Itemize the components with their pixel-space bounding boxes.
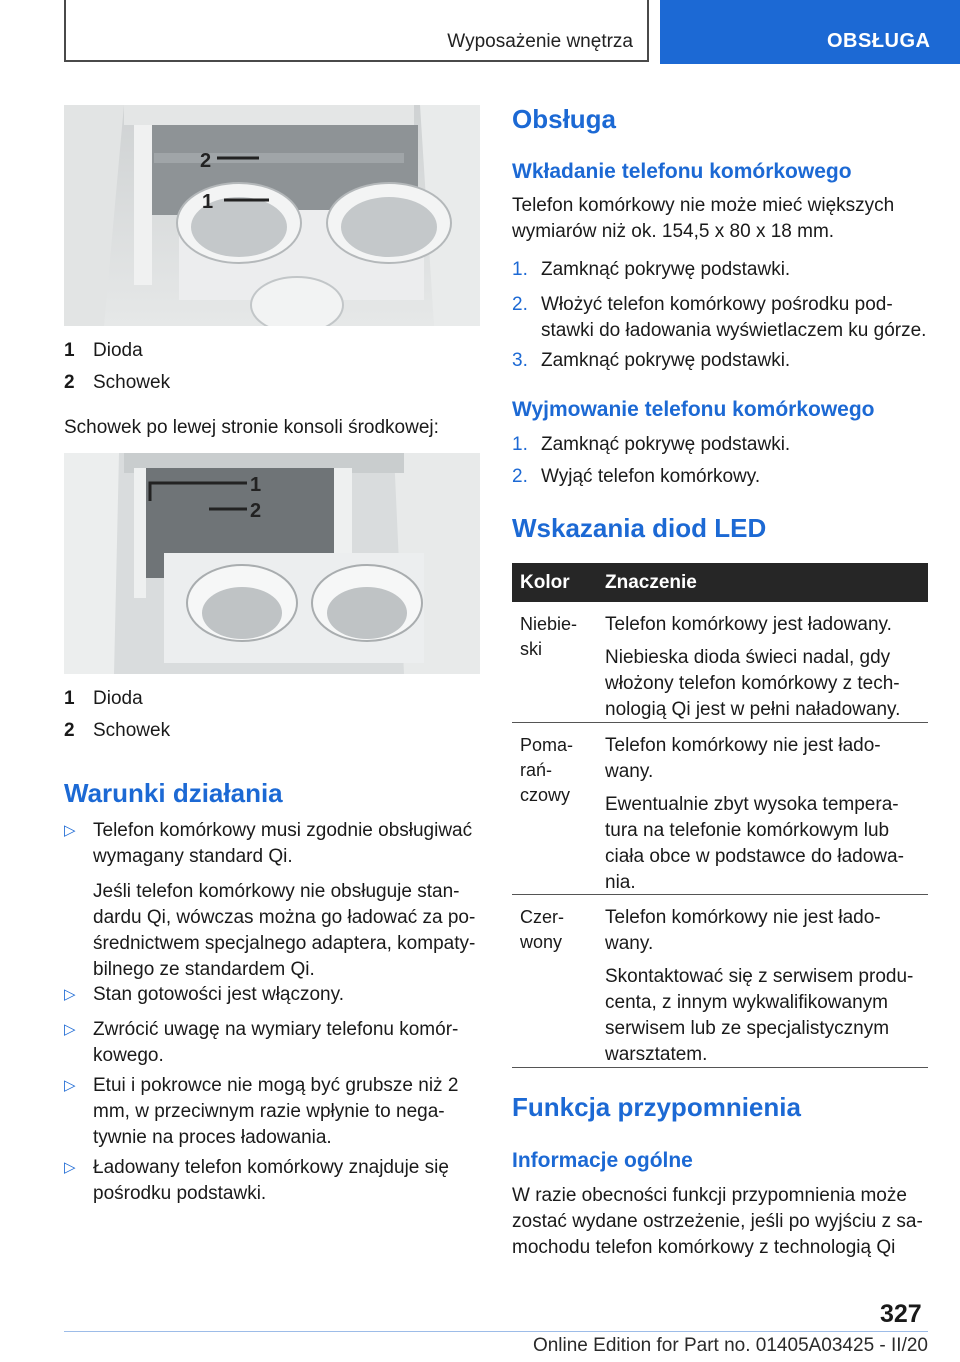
section-title: OBSŁUGA bbox=[827, 30, 931, 52]
heading-funkcja: Funkcja przypomnienia bbox=[512, 1092, 801, 1122]
heading-warunki: Warunki działania bbox=[64, 778, 283, 808]
triangle-icon: ▷ bbox=[64, 1159, 76, 1176]
edition-text: Online Edition for Part no. 01405A03425 - II/20 bbox=[532, 1335, 928, 1356]
callout-1: 1 bbox=[250, 474, 262, 496]
callout-1: 1 bbox=[202, 191, 214, 213]
triangle-icon: ▷ bbox=[64, 1021, 76, 1038]
paragraph: Schowek po lewej stronie konsoli środkowej: bbox=[64, 417, 439, 438]
heading-obsluga: Obsługa bbox=[512, 104, 617, 134]
paragraph: Telefon komórkowy nie może mieć większych wymiarów niż ok. 154,5 x 80 x 18 mm. bbox=[512, 195, 895, 242]
chapter-tab bbox=[64, 0, 649, 62]
table-row: Niebie-ski Telefon komórkowy jest ładowany. Niebieska dioda świeci nadal, gdy włożony telefon komórkowy z tech-nologią Qi jest w pełni naładowany. bbox=[512, 602, 928, 723]
step-item: 1. Zamknąć pokrywę podstawki. bbox=[512, 434, 791, 455]
step-item: 2. Włożyć telefon komórkowy pośrodku pod-stawki do ładowania wyświetlaczem ku górze. bbox=[512, 294, 927, 341]
table-header: Kolor Znaczenie bbox=[512, 563, 928, 602]
callout-2: 2 bbox=[250, 500, 262, 522]
table-row: Czer-wony Telefon komórkowy nie jest łado-wany. Skontaktować się z serwisem produ-centa, z innym wykwalifikowanym serwisem lub ze specjalistycznym warsztatem. bbox=[512, 895, 928, 1068]
bullet-item: ▷ Zwrócić uwagę na wymiary telefonu komór-kowego. bbox=[64, 1019, 459, 1066]
triangle-icon: ▷ bbox=[64, 1077, 76, 1094]
heading-informacje: Informacje ogólne bbox=[512, 1149, 693, 1172]
bullet-item: ▷ Ładowany telefon komórkowy znajduje się pośrodku podstawki. bbox=[64, 1157, 449, 1204]
heading-wkladanie: Wkładanie telefonu komórkowego bbox=[512, 160, 852, 183]
step-item: 3. Zamknąć pokrywę podstawki. bbox=[512, 350, 791, 371]
step-item: 2. Wyjąć telefon komórkowy. bbox=[512, 466, 761, 487]
callout-2: 2 bbox=[200, 150, 212, 172]
page-header bbox=[0, 0, 960, 66]
table-row: Poma-rań-czowy Telefon komórkowy nie jest łado-wany. Ewentualnie zbyt wysoka tempera-tura na telefonie komórkowym lub ciała obce w podstawce do ładowa-nia. bbox=[512, 723, 928, 895]
bullet-item: ▷ Telefon komórkowy musi zgodnie obsługiwać wymagany standard Qi. Jeśli telefon komórkowy nie obsługuje stan-dardu Qi, wówczas można go ładować za po-średnictwem specjalnego adaptera, kompaty-bilnego ze standardem Qi. bbox=[64, 820, 476, 980]
bullet-item: ▷ Stan gotowości jest włączony. bbox=[64, 982, 480, 1008]
triangle-icon: ▷ bbox=[64, 986, 76, 1003]
photo-console-left bbox=[64, 453, 480, 674]
triangle-icon: ▷ bbox=[64, 822, 76, 839]
section-tab bbox=[660, 0, 960, 64]
paragraph: W razie obecności funkcji przypomnienia może zostać wydane ostrzeżenie, jeśli po wyjściu z sa-mochodu telefon komórkowy z technologią Qi bbox=[512, 1185, 923, 1258]
photo-console-top bbox=[64, 105, 480, 326]
heading-led: Wskazania diod LED bbox=[512, 513, 767, 543]
heading-wyjmowanie: Wyjmowanie telefonu komórkowego bbox=[512, 398, 875, 421]
bullet-item: ▷ Etui i pokrowce nie mogą być grubsze niż 2 mm, w przeciwnym razie wpłynie to nega-tywnie na proces ładowania. bbox=[64, 1075, 459, 1148]
footer-divider bbox=[64, 1331, 928, 1332]
step-item: 1. Zamknąć pokrywę podstawki. bbox=[512, 259, 791, 280]
chapter-title: Wyposażenie wnętrza bbox=[447, 31, 633, 52]
page-number: 327 bbox=[880, 1300, 922, 1328]
